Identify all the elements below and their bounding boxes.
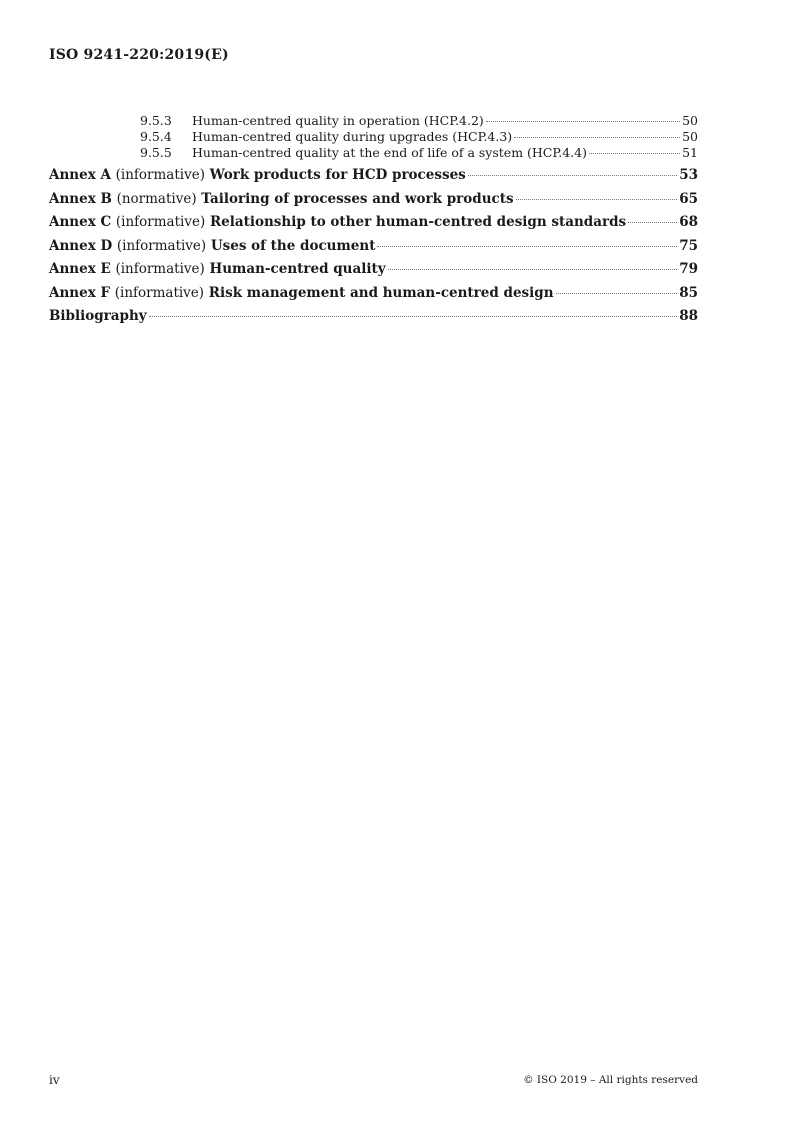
annex-list [49,167,698,332]
annex-label: Annex A [49,167,111,183]
annex-title: Tailoring of processes and work products [201,190,514,207]
bibliography-page: 88 [679,308,698,324]
footer-page-number: iv [49,1073,60,1087]
bibliography-title: Bibliography [49,308,147,324]
annex-type: (informative) [115,214,206,230]
dot-leader [514,137,680,138]
annex-type: (informative) [114,284,205,301]
document-id-header: ISO 9241-220:2019(E) [49,47,229,63]
annex-label: Annex D [49,237,113,254]
toc-entry-9-5-5[interactable] [49,145,698,161]
annex-page: 75 [679,237,698,254]
annex-type: (informative) [116,237,207,254]
toc-entry-title: Human-centred quality at the end of life of a system (HCP.4.4) [192,145,587,160]
annex-label: Annex E [49,261,111,277]
annex-title: Human-centred quality [209,261,386,277]
toc-entry-title: Human-centred quality in operation (HCP.4.2) [192,113,484,128]
footer-copyright: © ISO 2019 – All rights reserved [523,1074,698,1086]
toc-entry-bibliography[interactable] [49,308,698,332]
toc-entry-annex-c[interactable] [49,214,698,238]
annex-title: Uses of the document [210,237,376,254]
annex-page: 65 [679,190,698,207]
toc-entry-number: 9.5.4 [140,129,172,144]
toc-entry-page: 51 [682,145,698,160]
toc-entry-annex-a[interactable] [49,167,698,191]
dot-leader [149,316,678,317]
toc-entry-annex-d[interactable] [49,238,698,262]
annex-page: 79 [679,261,698,277]
annex-title: Work products for HCD processes [209,167,466,183]
annex-type: (normative) [116,190,197,207]
dot-leader [628,222,677,223]
dot-leader [516,199,678,200]
annex-page: 53 [679,167,698,183]
toc-entry-9-5-3[interactable] [49,113,698,129]
toc-entry-9-5-4[interactable] [49,129,698,145]
annex-page: 85 [679,284,698,301]
dot-leader [388,269,678,270]
toc-entry-page: 50 [682,129,698,144]
dot-leader [589,153,680,154]
toc-entry-annex-f[interactable] [49,285,698,309]
annex-label: Annex C [49,214,112,230]
dot-leader [486,121,680,122]
annex-title: Relationship to other human-centred design standards [209,214,627,230]
toc-entry-title: Human-centred quality during upgrades (HCP.4.3) [192,129,513,144]
dot-leader [468,175,677,176]
table-of-contents [49,113,698,332]
toc-entry-annex-e[interactable] [49,261,698,285]
annex-type: (informative) [115,261,205,277]
toc-entry-page: 50 [682,113,698,128]
annex-label: Annex B [49,190,112,207]
dot-leader [556,293,678,294]
annex-label: Annex F [49,284,111,301]
annex-title: Risk management and human-centred design [208,284,554,301]
annex-page: 68 [679,214,698,230]
dot-leader [377,246,677,247]
annex-type: (informative) [115,167,205,183]
toc-entry-annex-b[interactable] [49,191,698,215]
toc-entry-number: 9.5.3 [140,113,172,128]
toc-entry-number: 9.5.5 [140,145,172,160]
